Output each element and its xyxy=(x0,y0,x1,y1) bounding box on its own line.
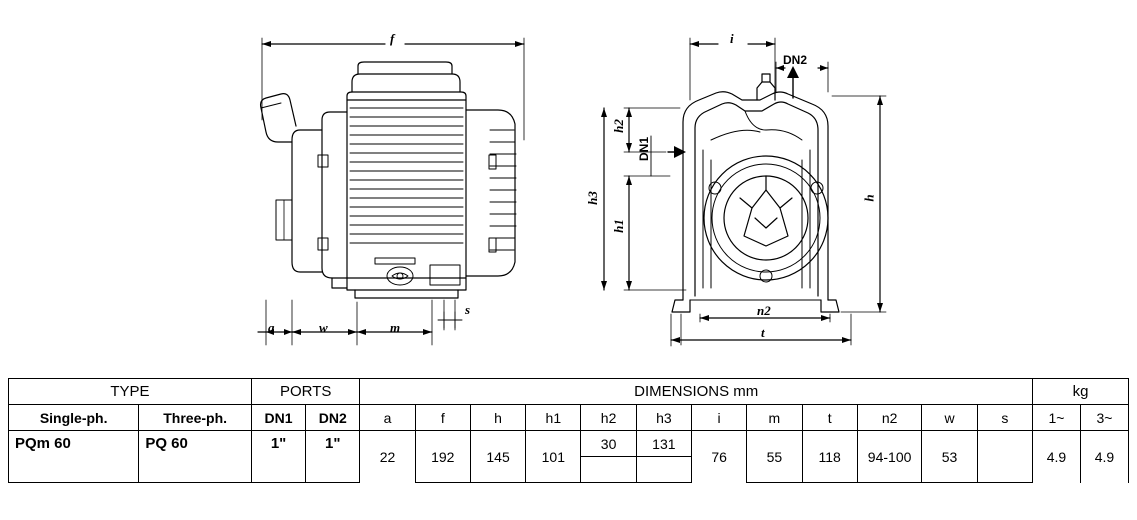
dim-label-t: t xyxy=(761,325,765,340)
header-three-phase: Three-ph. xyxy=(139,405,252,431)
header-kg-single: 1~ xyxy=(1033,405,1081,431)
dim-label-h3: h3 xyxy=(584,191,600,205)
dim-label-s: s xyxy=(465,302,471,317)
table-header-group-row xyxy=(9,379,1129,405)
header-weight: kg xyxy=(1033,379,1129,405)
cell-h2: 30 xyxy=(581,431,636,457)
dim-label-h2: h2 xyxy=(610,119,626,133)
header-f: f xyxy=(415,405,470,431)
cell-w: 53 xyxy=(922,431,977,483)
cell-h1: 101 xyxy=(526,431,581,483)
cell-i: 76 xyxy=(691,431,746,483)
header-type: TYPE xyxy=(9,379,252,405)
cell-blank-5 xyxy=(581,457,636,483)
cell-blank-2 xyxy=(139,457,252,483)
cell-blank-3 xyxy=(251,457,305,483)
dim-label-a: a xyxy=(268,320,275,335)
dim-label-dn2: DN2 xyxy=(783,53,808,67)
cell-h: 145 xyxy=(470,431,525,483)
dim-label-f: f xyxy=(390,31,395,46)
header-dn1: DN1 xyxy=(251,405,305,431)
cell-kg-single: 4.9 xyxy=(1033,431,1081,483)
cell-m: 55 xyxy=(747,431,802,483)
dim-label-m: m xyxy=(390,320,401,335)
cell-n2: 94-100 xyxy=(857,431,922,483)
cell-t: 118 xyxy=(802,431,857,483)
dim-label-n2: n2 xyxy=(757,303,771,318)
table-row xyxy=(9,431,1129,457)
table-header-sub-row xyxy=(9,405,1129,431)
cell-dn2: 1" xyxy=(306,431,360,457)
header-i: i xyxy=(691,405,746,431)
cell-dn1: 1" xyxy=(251,431,305,457)
header-s: s xyxy=(977,405,1032,431)
header-h3: h3 xyxy=(636,405,691,431)
header-h2: h2 xyxy=(581,405,636,431)
specifications-table xyxy=(8,378,1129,483)
specifications-table-wrapper xyxy=(8,378,1129,483)
header-w: w xyxy=(922,405,977,431)
dim-label-i: i xyxy=(730,31,734,46)
header-n2: n2 xyxy=(857,405,922,431)
header-h1: h1 xyxy=(526,405,581,431)
header-t: t xyxy=(802,405,857,431)
header-kg-three: 3~ xyxy=(1080,405,1128,431)
header-a: a xyxy=(360,405,415,431)
cell-a: 22 xyxy=(360,431,415,483)
cell-h3: 131 xyxy=(636,431,691,457)
cell-kg-three: 4.9 xyxy=(1080,431,1128,483)
header-m: m xyxy=(747,405,802,431)
dim-label-h1: h1 xyxy=(610,219,626,233)
cell-blank-6 xyxy=(636,457,691,483)
dim-label-w: w xyxy=(319,320,328,335)
cell-single-phase: PQm 60 xyxy=(9,431,139,457)
cell-blank-1 xyxy=(9,457,139,483)
header-ports: PORTS xyxy=(251,379,359,405)
header-h: h xyxy=(470,405,525,431)
cell-f: 192 xyxy=(415,431,470,483)
header-dn2: DN2 xyxy=(306,405,360,431)
cell-three-phase: PQ 60 xyxy=(139,431,252,457)
dim-label-dn1: DN1 xyxy=(637,136,652,162)
header-single-phase: Single-ph. xyxy=(9,405,139,431)
cell-blank-4 xyxy=(306,457,360,483)
cell-s xyxy=(977,431,1032,483)
dim-label-h: h xyxy=(861,194,877,202)
header-dimensions: DIMENSIONS mm xyxy=(360,379,1033,405)
